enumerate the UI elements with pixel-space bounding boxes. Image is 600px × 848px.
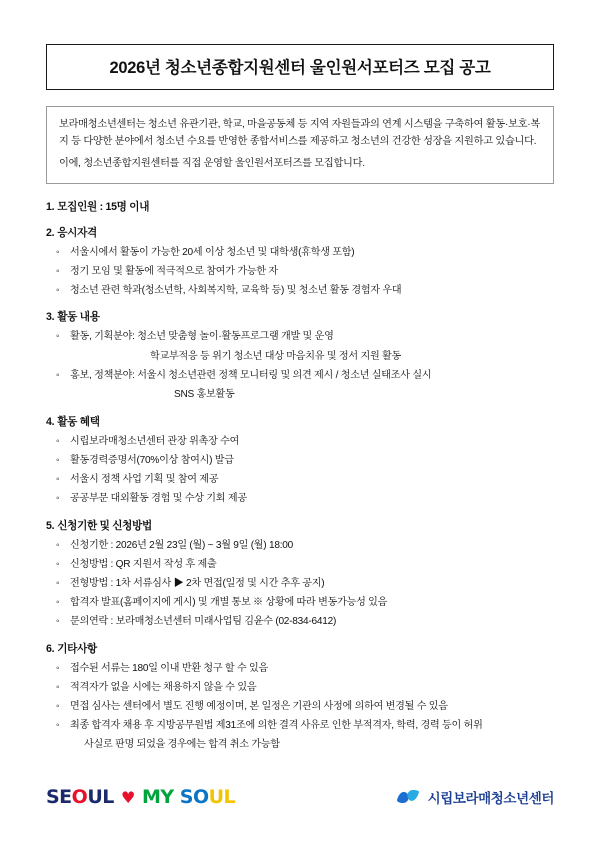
list-item: ◦ 활동경력증명서(70%이상 참여시) 발급 [46,453,554,469]
list-item: ◦ 홍보, 정책분야: 서울시 청소년관련 정책 모니터링 및 의견 제시 / 청소년 실태조사 실시 [46,368,554,384]
logo-part-ul2: UL [208,785,236,808]
logo-part-o: O [71,785,88,808]
center-brand [395,786,554,808]
intro-box [46,106,554,184]
sections-container [46,199,554,753]
list-item: ◦ 면접 심사는 센터에서 별도 진행 예정이며, 본 일정은 기관의 사정에 의하여 변경될 수 있음 [46,699,554,715]
list-item: ◦ 서울시 정책 사업 기획 및 참여 제공 [46,472,554,488]
section-heading-text: 기타사항 [57,642,97,655]
list-item: ◦ 정기 모임 및 활동에 적극적으로 참여가 가능한 자 [46,264,554,280]
logo-part-ul: UL [87,785,114,808]
list-item-continuation: SNS 홍보활동 [174,388,235,400]
list-item-continuation: 사실로 판명 되었을 경우에는 합격 취소 가능함 [84,739,280,751]
list-item: ◦ 시립보라매청소년센터 관장 위촉장 수여 [46,434,554,450]
logo-part-my: MY [141,785,174,808]
logo-part-se: SE [46,785,72,808]
intro-paragraph-2: 이에, 청소년종합지원센터를 직접 운영할 울인원서포터즈를 모집합니다. [59,158,365,170]
list-item: ◦ 접수된 서류는 180일 이내 반환 청구 할 수 있음 [46,661,554,677]
section-heading-text: 모집인원 : 15명 이내 [57,200,150,213]
section-item-list [46,329,554,402]
section-number: 1. [46,200,55,213]
list-item: ◦ 공공부문 대외활동 경험 및 수상 기회 제공 [46,491,554,507]
section-number: 5. [46,519,55,532]
section-heading [46,641,554,656]
list-item: ◦ 합격자 발표(홈페이지에 게시) 및 개별 통보 ※ 상황에 따라 변동가능성 있음 [46,595,554,611]
list-item: ◦ 신청방법 : QR 지원서 작성 후 제출 [46,557,554,573]
page-title: 2026년 청소년종합지원센터 울인원서포터즈 모집 공고 [109,59,491,77]
seoul-my-soul-logo [46,785,236,808]
boramae-mark-icon [395,786,421,808]
center-brand-name: 시립보라매청소년센터 [427,791,554,806]
document-section [46,309,554,402]
list-item: ◦ 활동, 기획분야: 청소년 맞춤형 놀이·활동프로그램 개발 및 운영 [46,329,554,345]
section-item-list [46,434,554,507]
section-heading [46,199,554,214]
document-footer [46,780,554,814]
section-heading [46,225,554,240]
heart-icon: ♥ [121,787,135,807]
section-item-list [46,538,554,630]
section-number: 3. [46,311,55,324]
section-item-list [46,661,554,753]
section-heading [46,518,554,533]
document-section [46,518,554,630]
document-section [46,225,554,299]
logo-part-so: SO [179,785,209,808]
section-heading-text: 활동 혜택 [57,415,100,428]
section-heading-text: 활동 내용 [57,311,100,324]
document-section [46,199,554,214]
document-title-box [46,44,554,90]
section-number: 6. [46,642,55,655]
list-item: ◦ 문의연락 : 보라매청소년센터 미래사업팀 김윤수 (02-834-6412) [46,614,554,630]
section-heading [46,309,554,324]
list-item: ◦ 청소년 관련 학과(청소년학, 사회복지학, 교육학 등) 및 청소년 활동 경험자 우대 [46,283,554,299]
list-item: ◦ 신청기한 : 2026년 2월 23일 (월) ~ 3월 9일 (월) 18:00 [46,538,554,554]
list-item-continuation: 학교부적응 등 위기 청소년 대상 마음치유 및 정서 지원 활동 [150,350,402,362]
list-item: ◦ 적격자가 없을 시에는 채용하지 않을 수 있음 [46,680,554,696]
section-number: 4. [46,415,55,428]
section-item-list [46,245,554,299]
section-heading-text: 응시자격 [57,226,97,239]
document-section [46,641,554,753]
list-item: ◦ 서울시에서 활동이 가능한 20세 이상 청소년 및 대학생(휴학생 포함) [46,245,554,261]
section-number: 2. [46,226,55,239]
document-section [46,414,554,507]
list-item: ◦ 최종 합격자 채용 후 지방공무원법 제31조에 의한 결격 사유로 인한 부적격자, 학력, 경력 등이 허위 [46,718,554,734]
section-heading [46,414,554,429]
list-item: ◦ 전형방법 : 1차 서류심사 ▶ 2차 면접(일정 및 시간 추후 공지) [46,576,554,592]
section-heading-text: 신청기한 및 신청방법 [57,519,152,532]
intro-paragraph-1: 보라매청소년센터는 청소년 유관기관, 학교, 마을공동체 등 지역 자원들과의 연계 시스템을 구축하여 활동·보호·복지 등 다양한 분야에서 청소년 수요를 반영한 종합서비스를 제공하고 청소년의 건강한 성장을 지원하고 있습니다. [59,119,541,147]
